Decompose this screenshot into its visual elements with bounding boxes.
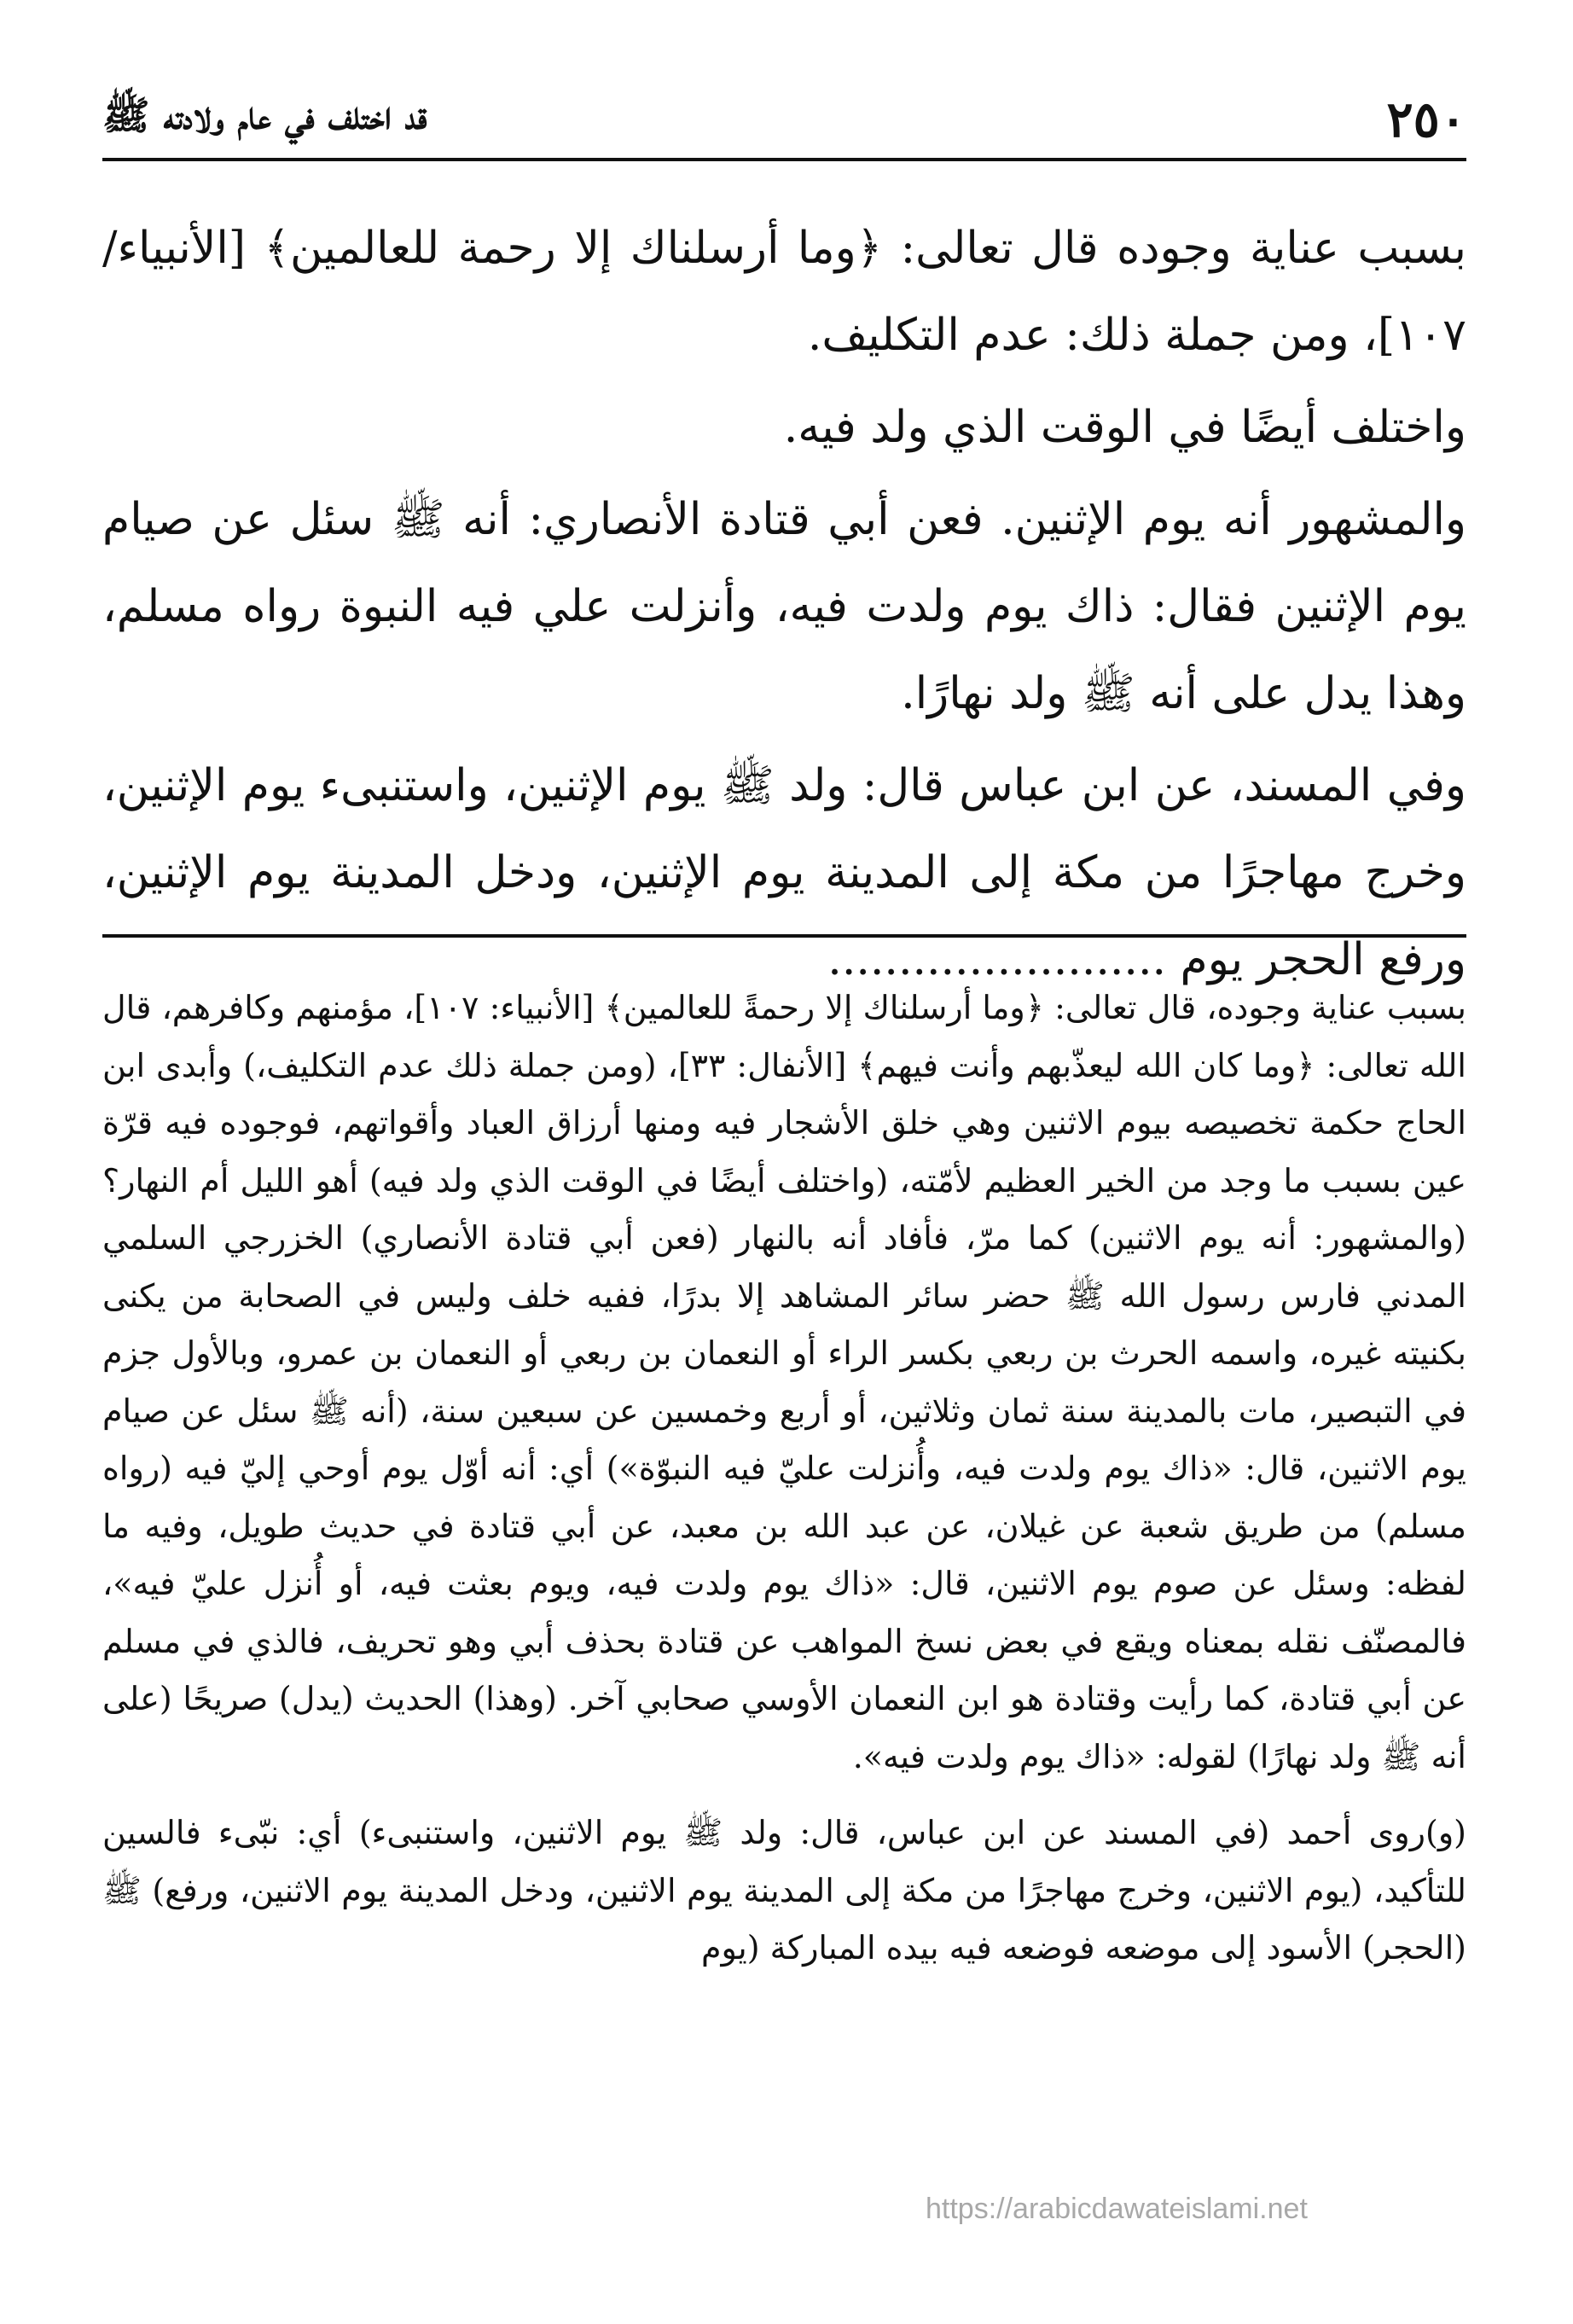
main-text-paragraph-1: بسبب عناية وجوده قال تعالى: ﴿وما أرسلناك إلا رحمة للعالمين﴾ [الأنبياء/ ١٠٧]، ومن جملة ذلك: عدم التكليف. [102,223,1466,361]
main-text-paragraph-3: والمشهور أنه يوم الإثنين. فعن أبي قتادة الأنصاري: أنه ﷺ سئل عن صيام يوم الإثنين فقال: ذاك يوم ولدت فيه، وأنزلت علي فيه النبوة رواه مسلم، وهذا يدل على أنه ﷺ ولد نهارًا. [102,494,1466,719]
page-number: ٢٥٠ [1386,90,1466,148]
page-header [102,81,1466,161]
main-text [102,205,1466,1003]
footnote-separator [102,934,1466,938]
watermark-url: https://arabicdawateislami.net [926,2193,1308,2225]
main-text-paragraph-4: وفي المسند، عن ابن عباس قال: ولد ﷺ يوم الإثنين، واستنبىء يوم الإثنين، وخرج مهاجرًا من مكة إلى المدينة يوم الإثنين، ودخل المدينة يوم الإثنين، ورفع الحجر يوم ........................ [102,760,1466,985]
commentary-paragraph-2: (و)روى أحمد (في المسند عن ابن عباس، قال: ولد ﷺ يوم الاثنين، واستنبىء) أي: نبّىء فالسين للتأكيد، (يوم الاثنين، وخرج مهاجرًا من مكة إلى المدينة يوم الاثنين، ودخل المدينة يوم الاثنين، ورفع) ﷺ (الحجر) الأسود إلى موضعه فوضعه فيه بيده المباركة (يوم [102,1814,1466,1967]
commentary-paragraph-1: بسبب عناية وجوده، قال تعالى: ﴿وما أرسلناك إلا رحمةً للعالمين﴾ [الأنبياء: ١٠٧]، مؤمنهم وكافرهم، قال الله تعالى: ﴿وما كان الله ليعذّبهم وأنت فيهم﴾ [الأنفال: ٣٣]، (ومن جملة ذلك عدم التكليف،) وأبدى ابن الحاج حكمة تخصيصه بيوم الاثنين وهي خلق الأشجار فيه ومنها أرزاق العباد وأقواتهم، فوجوده فيه قرّة عين بسبب ما وجد من الخير العظيم لأمّته، (واختلف أيضًا في الوقت الذي ولد فيه) أهو الليل أم النهار؟ (والمشهور: أنه يوم الاثنين) كما مرّ، فأفاد أنه بالنهار (فعن أبي قتادة الأنصاري) الخزرجي السلمي المدني فارس رسول الله ﷺ حضر سائر المشاهد إلا بدرًا، ففيه خلف وليس في الصحابة من يكنى بكنيته غيره، واسمه الحرث بن ربعي بكسر الراء أو النعمان بن ربعي أو النعمان بن عمرو، وبالأول جزم في التبصير، مات بالمدينة سنة ثمان وثلاثين، أو أربع وخمسين عن سبعين سنة، (أنه ﷺ سئل عن صيام يوم الاثنين، قال: «ذاك يوم ولدت فيه، وأُنزلت عليّ فيه النبوّة») أي: أنه أوّل يوم أوحي إليّ فيه (رواه مسلم) من طريق شعبة عن غيلان، عن عبد الله بن معبد، عن أبي قتادة في حديث طويل، وفيه ما لفظه: وسئل عن صوم يوم الاثنين، قال: «ذاك يوم ولدت فيه، ويوم بعثت فيه، أو أُنزل عليّ فيه»، فالمصنّف نقله بمعناه ويقع في بعض نسخ المواهب عن قتادة بحذف أبي وهو تحريف، فالذي في مسلم عن أبي قتادة، كما رأيت وقتادة هو ابن النعمان الأوسي صحابي آخر. (وهذا) الحديث (يدل) صريحًا (على أنه ﷺ ولد نهارًا) لقوله: «ذاك يوم ولدت فيه». [102,989,1466,1775]
main-text-paragraph-2: واختلف أيضًا في الوقت الذي ولد فيه. [783,402,1466,453]
commentary-text [102,979,1466,1978]
running-title: قد اختلف في عام ولادته ﷺ [102,91,427,138]
